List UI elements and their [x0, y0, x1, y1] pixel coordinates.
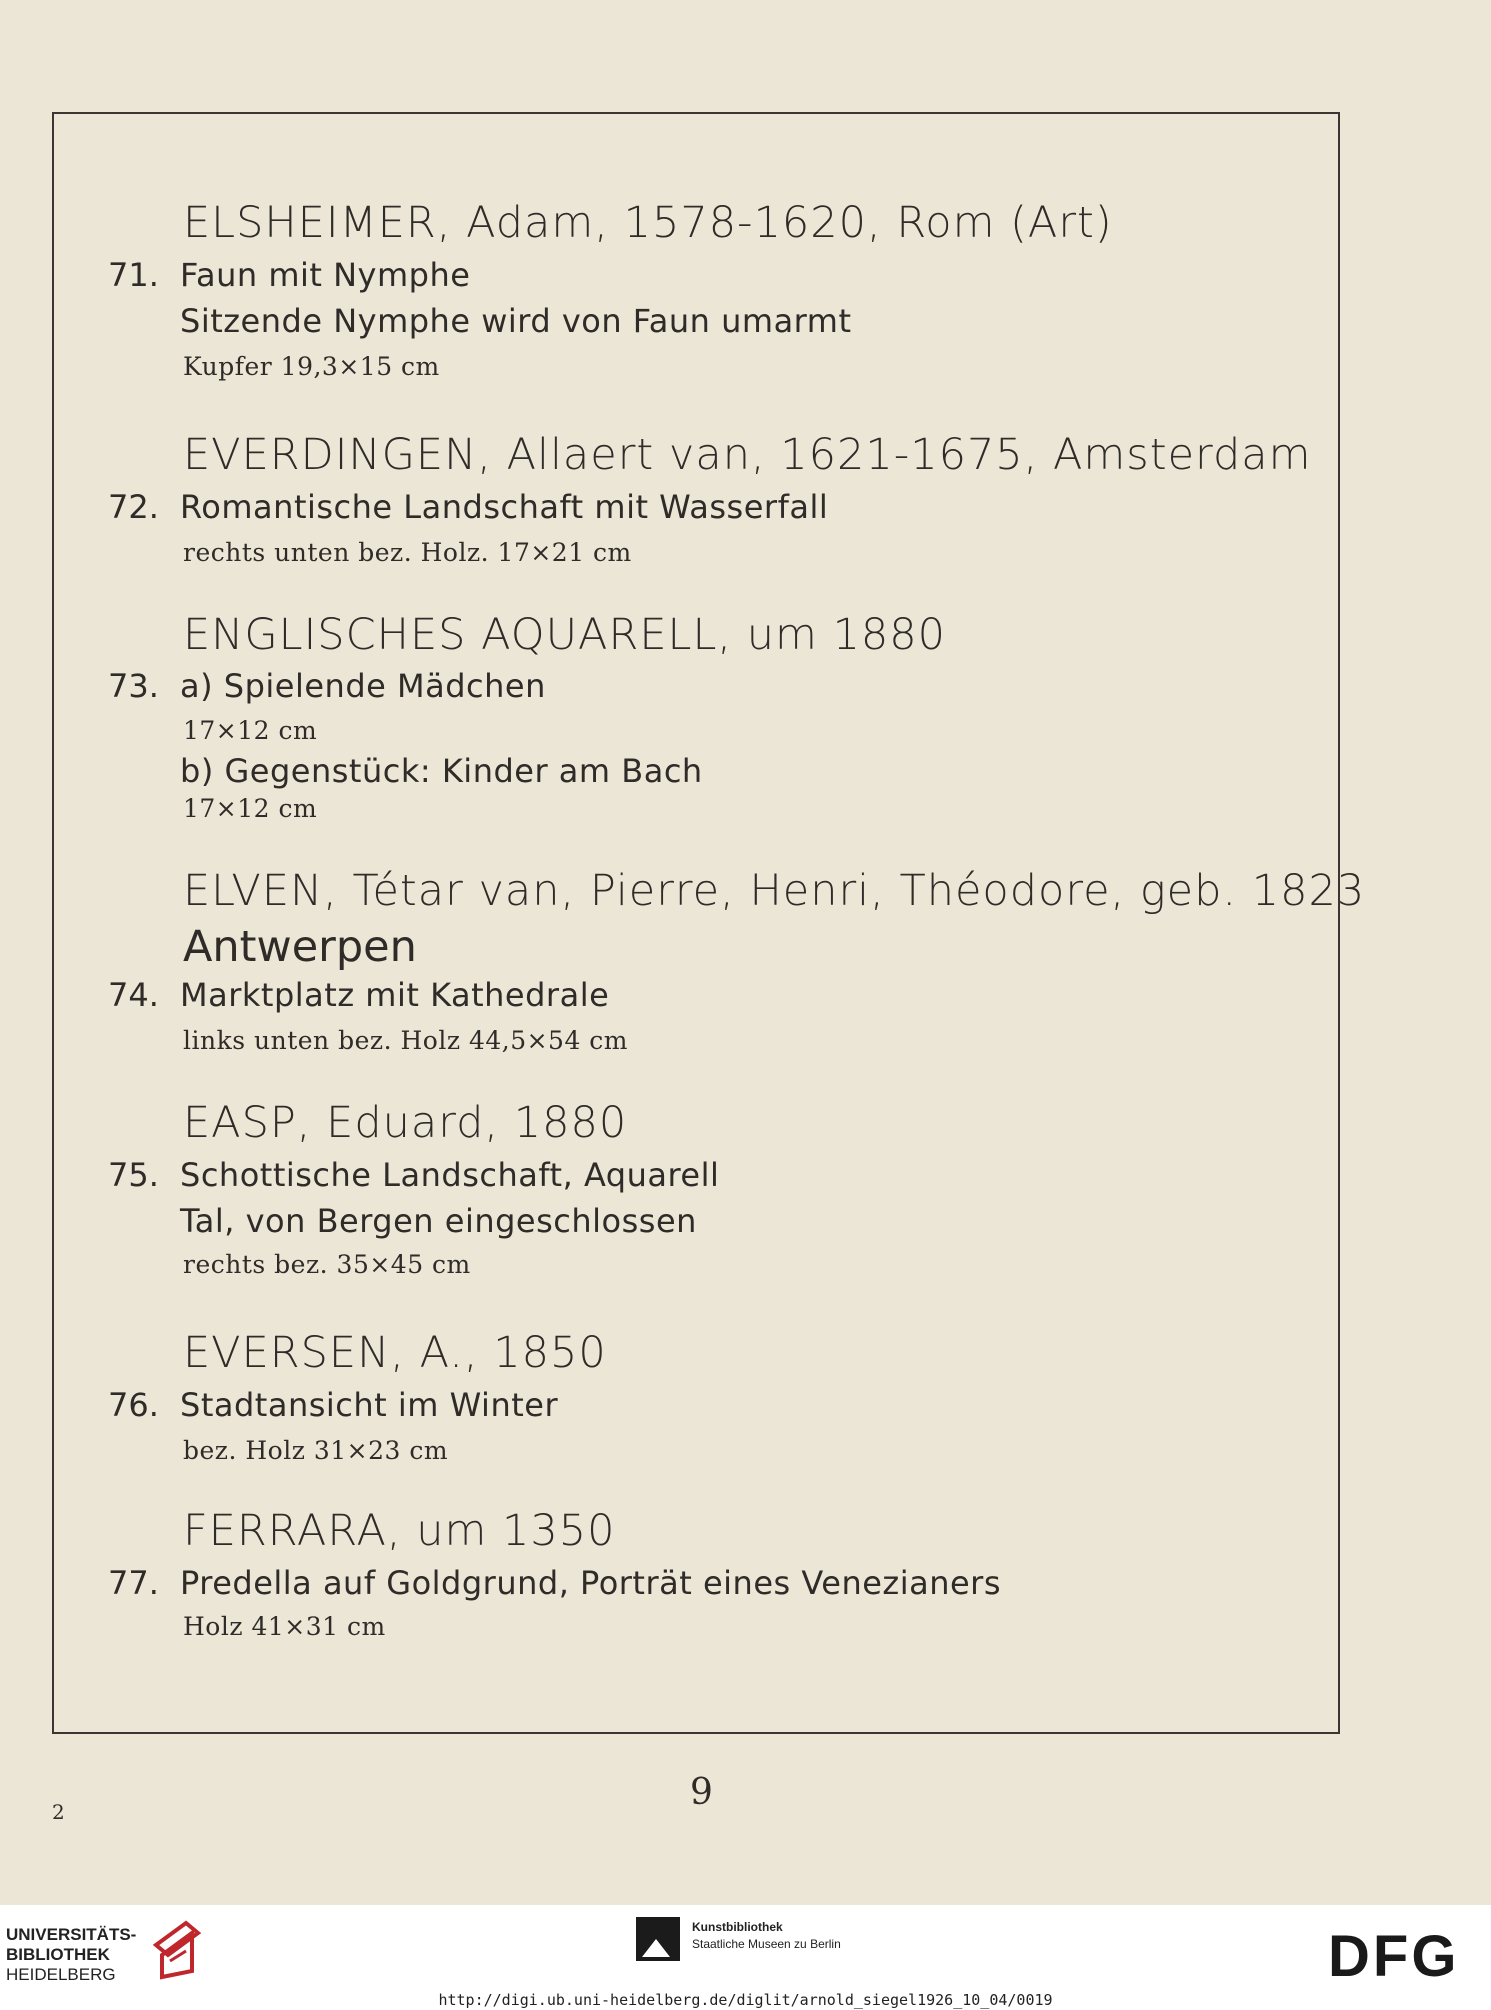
kb-name: Kunstbibliothek — [692, 1920, 783, 1934]
entry-subtitle: Tal, von Bergen eingeschlossen — [180, 1202, 697, 1240]
entry-number: 76. — [108, 1386, 159, 1424]
entry-detail-b: 17×12 cm — [183, 794, 318, 823]
entry-detail: rechts unten bez. Holz. 17×21 cm — [183, 538, 632, 567]
entry-detail: rechts bez. 35×45 cm — [183, 1250, 471, 1279]
artist-heading: EASP, Eduard, 1880 — [183, 1098, 628, 1148]
signature-mark: 2 — [52, 1800, 65, 1824]
library-name-line1: UNIVERSITÄTS- — [6, 1925, 137, 1944]
library-emblem-icon — [148, 1915, 208, 1981]
entry-number: 71. — [108, 256, 159, 294]
artist-heading: EVERSEN, A., 1850 — [183, 1328, 607, 1378]
permalink-url[interactable]: http://digi.ub.uni-heidelberg.de/diglit/arnold_siegel1926_10_04/0019 — [438, 1991, 1053, 2009]
library-name-line3: HEIDELBERG — [6, 1965, 116, 1984]
library-name-line2: BIBLIOTHEK — [6, 1945, 110, 1964]
kb-subtitle: Staatliche Museen zu Berlin — [692, 1937, 841, 1951]
entry-detail: Holz 41×31 cm — [183, 1612, 386, 1641]
entry-detail: 17×12 cm — [183, 716, 318, 745]
entry-title: Romantische Landschaft mit Wasserfall — [180, 488, 829, 526]
viewer-footer — [0, 1905, 1491, 2010]
artist-heading: ELVEN, Tétar van, Pierre, Henri, Théodore, geb. 1823 — [183, 866, 1366, 916]
dfg-logo[interactable]: DFG — [1328, 1924, 1460, 1989]
entry-title: Stadtansicht im Winter — [180, 1386, 559, 1424]
artist-heading: EVERDINGEN, Allaert van, 1621-1675, Amsterdam — [183, 430, 1312, 480]
entry-number: 77. — [108, 1564, 159, 1602]
entry-detail: Kupfer 19,3×15 cm — [183, 352, 440, 381]
entry-detail: links unten bez. Holz 44,5×54 cm — [183, 1026, 629, 1055]
page-number: 9 — [690, 1772, 713, 1813]
entry-number: 72. — [108, 488, 159, 526]
entry-title: a) Spielende Mädchen — [180, 667, 546, 705]
entry-title: Faun mit Nymphe — [180, 256, 471, 294]
entry-number: 73. — [108, 667, 159, 705]
entry-title-b: b) Gegenstück: Kinder am Bach — [180, 752, 703, 790]
heidelberg-library-logo[interactable] — [6, 1925, 136, 1985]
entry-title: Schottische Landschaft, Aquarell — [180, 1156, 720, 1194]
kunstbibliothek-logo[interactable] — [692, 1919, 841, 1953]
artist-heading: ELSHEIMER, Adam, 1578-1620, Rom (Art) — [183, 198, 1113, 248]
artist-heading-line2: Antwerpen — [183, 922, 417, 972]
artist-heading: ENGLISCHES AQUARELL, um 1880 — [183, 610, 947, 660]
entry-number: 75. — [108, 1156, 159, 1194]
entry-detail: bez. Holz 31×23 cm — [183, 1436, 449, 1465]
artist-heading: FERRARA, um 1350 — [183, 1506, 616, 1556]
entry-title: Marktplatz mit Kathedrale — [180, 976, 610, 1014]
entry-subtitle: Sitzende Nymphe wird von Faun umarmt — [180, 302, 852, 340]
entry-title: Predella auf Goldgrund, Porträt eines Venezianers — [180, 1564, 1001, 1602]
entry-number: 74. — [108, 976, 159, 1014]
